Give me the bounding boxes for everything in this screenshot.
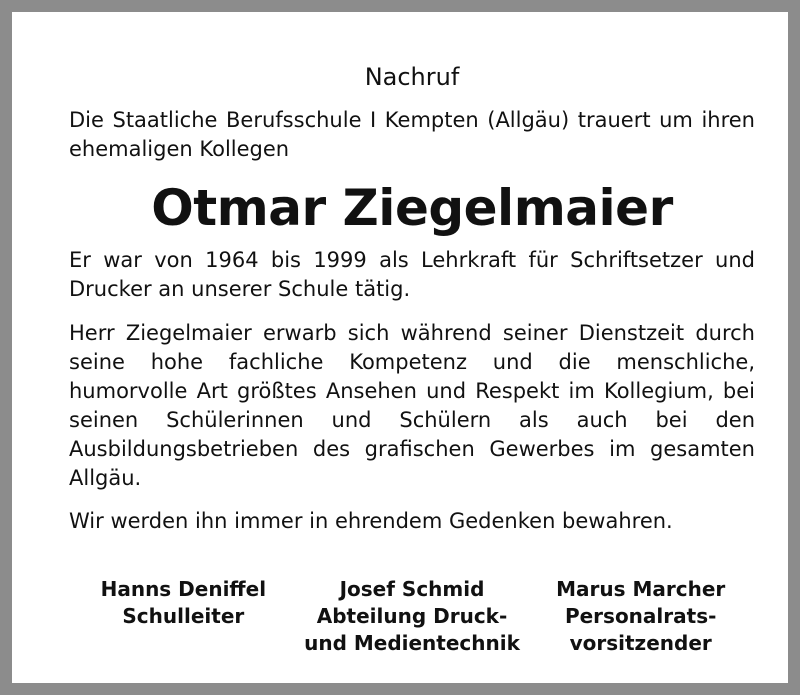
- notice-heading: Nachruf: [364, 63, 460, 91]
- signature-role-continued: und Medientechnik: [304, 631, 520, 655]
- signature-role-continued: vorsitzender: [569, 631, 712, 655]
- signature-staff-council: [526, 576, 755, 657]
- signature-name: Marus Marcher: [556, 577, 726, 601]
- signature-name: Hanns Deniffel: [100, 577, 267, 601]
- signature-block: [69, 576, 755, 657]
- paragraph-closing: Wir werden ihn immer in ehrendem Gedenken bewahren.: [69, 509, 673, 533]
- paragraph-tribute: Herr Ziegelmaier erwarb sich während seiner Dienstzeit durch seine hohe fachliche Kompetenz und die menschliche, humorvolle Art größtes Ansehen und Respekt im Kollegium, bei seinen Schülerinnen und Schülern als auch bei den Ausbildungsbetrieben des grafischen Gewerbes im gesamten Allgäu.: [69, 321, 755, 490]
- signature-role: Schulleiter: [122, 604, 245, 628]
- deceased-name: Otmar Ziegelmaier: [151, 179, 673, 237]
- signature-department: [298, 576, 527, 657]
- paragraph-employment: Er war von 1964 bis 1999 als Lehrkraft für Schriftsetzer und Drucker an unserer Schule tätig.: [69, 248, 755, 301]
- intro-text: Die Staatliche Berufsschule I Kempten (Allgäu) trauert um ihren ehemaligen Kollegen: [69, 108, 755, 161]
- notice-content: [24, 24, 800, 695]
- signature-role: Personalrats-: [564, 604, 717, 628]
- signature-principal: [69, 576, 298, 657]
- signature-name: Josef Schmid: [339, 577, 485, 601]
- signature-role: Abteilung Druck-: [316, 604, 508, 628]
